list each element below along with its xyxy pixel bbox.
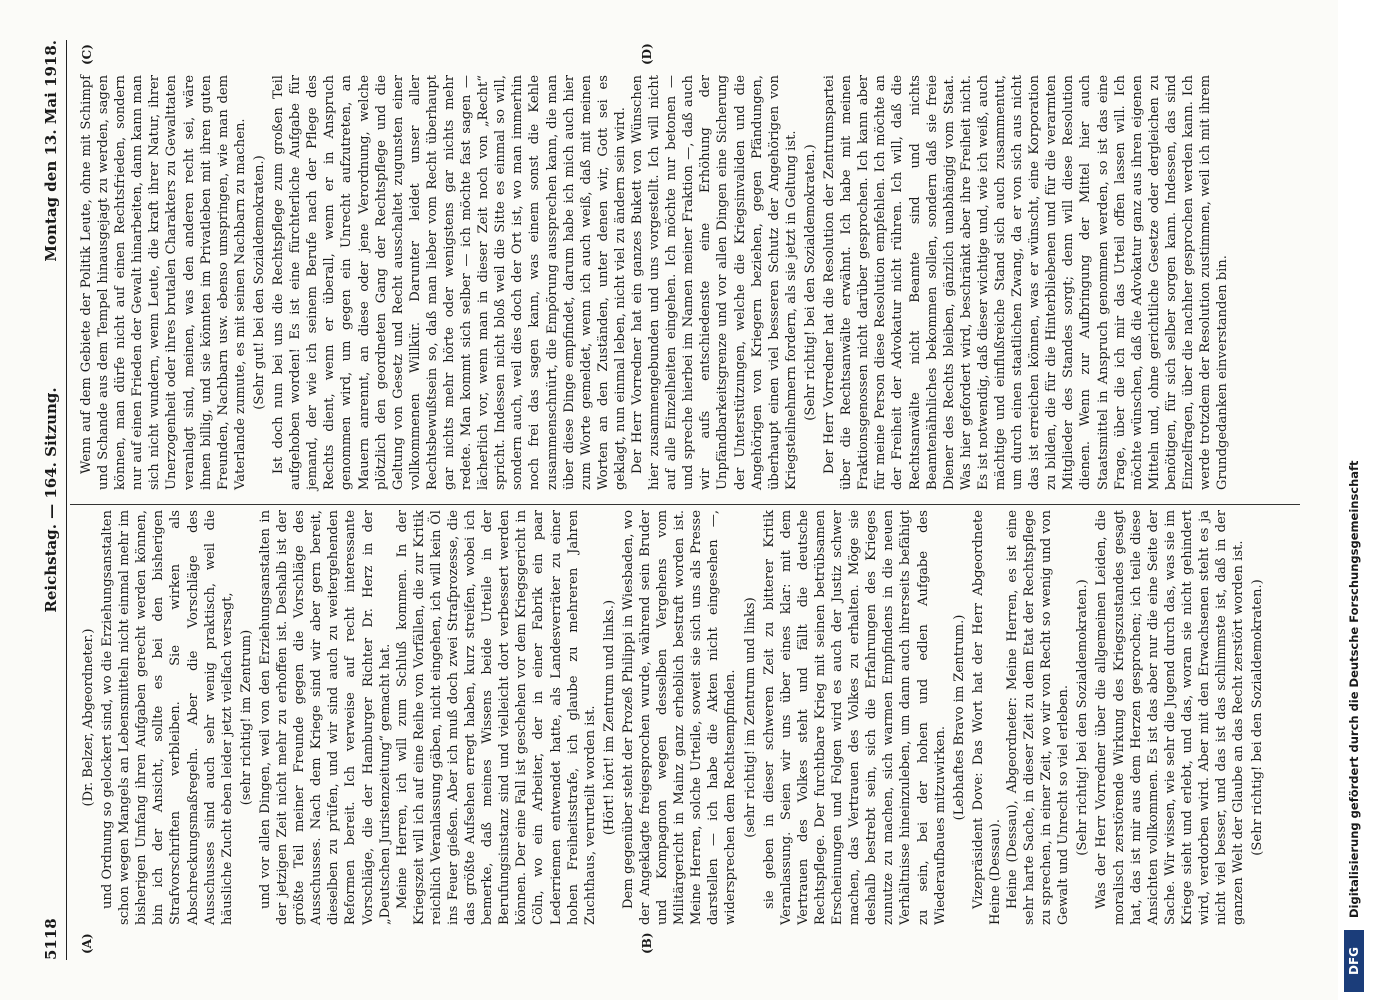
interjection: (Lebhaftes Bravo im Zentrum.): [951, 614, 967, 821]
interjection: (sehr richtig! im Zentrum und links): [742, 597, 758, 838]
paragraph: und vor allen Dingen, weil von den Erziehungsanstalten in der jetzigen Zeit nicht mehr zu erhoffen ist. Deshalb ist der größte Teil meiner Freunde gegen die Vorschläge des Ausschusses. Nach dem Kriege sind wir aber gern bereit, dieselben zu prüfen, und wir sind auch zu weitergehenden Reformen bereit. Ich verweise auf recht interessante Vorschläge, die der Hamburger Richter Dr. Herz in der „Deutschen Juristenzeitung“ gemacht hat.: [257, 510, 393, 925]
page-title: Reichstag. — 164. Sitzung.: [42, 387, 60, 613]
margin-mark-d: (D): [640, 43, 654, 65]
interjection: (Dr. Belzer, Abgeordneter.): [81, 628, 96, 807]
interjection: (Hört! hört! im Zentrum und links.): [601, 599, 617, 836]
dfg-logo: DFG: [1344, 930, 1364, 992]
interjection: (Sehr gut! bei den Sozialdemokraten.): [251, 155, 267, 410]
paragraph: Heine (Dessau), Abgeordneter: Meine Herren, es ist eine sehr harte Sache, in dieser Zeit zu dem Etat der Rechtspflege zu sprechen, in einer Zeit, wo wir von Recht so wenig und von Gewalt und Unrecht so viel erleben.: [1004, 510, 1072, 925]
margin-mark-c: (C): [80, 44, 94, 65]
paragraph: Dem gegenüber steht der Prozeß Philippi in Wiesbaden, wo der Angeklagte freigesprochen wurde, während sein Bruder und Kompagnon wegen desselben Vergehens vom Militärgericht in Mainz ganz erheblich bestraft worden ist. Meine Herren, solche Urteile, soweit sie sich uns als Presse darstellen — ich habe die Akten nicht eingesehen —, widersprechen dem Rechtsempfinden.: [620, 510, 739, 925]
credit-strip: [1338, 0, 1383, 1000]
margin-mark-b: (B): [640, 932, 654, 954]
session-date: Montag den 13. Mai 1918.: [42, 40, 60, 262]
interjection: (Sehr richtig! bei den Sozialdemokraten.): [802, 144, 818, 421]
paragraph: Vizepräsident Dove: Das Wort hat der Herr Abgeordnete Heine (Dessau).: [970, 510, 1003, 925]
paragraph: und Ordnung so gelockert sind, wo die Erziehungsanstalten schon wegen Mangels an Lebensmitteln nicht einmal mehr im bisherigen Umfang ihren Aufgaben gerecht werden können, bin ich der Ansicht, sollte es bei den bisherigen Strafvorschriften verbleiben. Sie wirken als Abschreckungsmaßregeln. Aber die Vorschläge des Ausschusses sind auch sehr wenig praktisch, weil die häusliche Zucht eben leider jetzt vielfach versagt,: [100, 510, 235, 925]
paragraph: Wenn auf dem Gebiete der Politik Leute, ohne mit Schimpf und Schande aus dem Tempel hinausgejagt zu werden, sagen können, man dürfe nicht auf einen Rechtsfrieden, sondern nur auf einen Frieden der Gewalt hinarbeiten, dann kann man sich nicht wundern, wenn Leute, die kraft ihrer Natur, ihrer Unerzogenheit oder ihres brutalen Charakters zu Gewalttaten veranlagt sind, meinen, was den anderen recht sei, wäre ihnen billig, und sie könnten im Privatleben mit ihren guten Freunden, Nachbarn usw. ebenso umspringen, wie man dem Vaterlande zumute, es mit seinen Nachbarn zu machen.: [79, 75, 248, 490]
interjection: (Sehr richtig! bei den Sozialdemokraten.): [1075, 579, 1091, 856]
paragraph: Ist doch nun bei uns die Rechtspflege zum großen Teil aufgehoben worden! Es ist eine fürchterliche Aufgabe für jemand, der wie ich seinem Berufe nach der Pflege des Rechts dient, wenn er überall, wenn er in Anspruch genommen wird, um gegen ein Unrecht aufzutreten, an Mauern anrennt, an diese oder jene Verordnung, welche plötzlich den geordneten Gang der Rechtspflege und die Geltung von Gesetz und Recht ausschaltet zugunsten einer vollkommenen Willkür. Darunter leidet unser aller Rechtsbewußtsein so, daß man lieber vom Recht überhaupt gar nichts mehr hörte oder wenigstens gar nichts mehr redete. Man kommt sich selber — ich möchte fast sagen — lächerlich vor, wenn man in dieser Zeit noch von „Recht“ spricht. Indessen nicht bloß weil die Sitte es einmal so will, sondern auch, weil dies doch der Ort ist, wo man immerhin noch frei das sagen kann, was einem sonst die Kehle zusammenschnürt, die Empörung aussprechen kann, die man über diese Dinge empfindet, darum habe ich mich auch hier zum Worte gemeldet, wenn ich auch weiß, daß mit meinen Worten an den Zuständen, unter denen wir, Gott sei es geklagt, nun einmal leben, nicht viel zu ändern sein wird.: [271, 75, 628, 490]
paragraph: Der Herr Vorredner hat die Resolution der Zentrumspartei über die Rechtsanwälte erwähnt. Ich habe mit meinen Fraktionsgenossen nicht darüber gesprochen. Ich kann aber für meine Person diese Resolution empfehlen. Ich möchte an der Freiheit der Advokatur nicht rühren. Ich will, daß die Rechtsanwälte nicht Beamte sind und nichts Beamtenähnliches bekommen sollen, sondern daß sie freie Diener des Rechts bleiben, gänzlich unabhängig vom Staat. Was hier gefordert wird, beschränkt aber ihre Freiheit nicht. Es ist notwendig, daß dieser wichtige und, wie ich weiß, auch mächtige und einflußreiche Stand sich auch zusammentut, um durch einen staatlichen Zwang, da er von sich aus nicht das ist erreichen können, was er wünscht, eine Korporation zu bilden, die für die Hinterbliebenen und für die verarmten Mitglieder des Standes sorgt; denn will diese Resolution dienen. Wenn zur Aufbringung der Mittel hier auch Staatsmittel in Anspruch genommen werden, so ist das eine Frage, über die ich mir das Urteil offen lassen will. Ich möchte wünschen, daß die Advokatur ganz aus ihren eigenen Mitteln und, ohne gerichtliche Gesetze oder dergleichen zu benötigen, für sich selber sorgen kann. Indessen, das sind Einzelfragen, über die nachher gesprochen werden kann. Ich werde trotzdem der Resolution zustimmen, weil ich mit ihrem Grundgedanken einverstanden bin.: [822, 75, 1231, 490]
paragraph: Meine Herren, ich will zum Schluß kommen. In der Kriegszeit will ich auf eine Reihe von Vorfällen, die zur Kritik reichlich Veranlassung gäben, nicht eingehen, ich will kein Öl ins Feuer gießen. Aber ich muß doch zwei Strafprozesse, die das größte Aufsehen erregt haben, kurz streifen, wobei ich bemerke, daß meines Wissens beide Urteile in der Berufungsinstanz sind und vielleicht dort verbessert werden können. Der eine Fall ist geschehen vor dem Kriegsgericht in Cöln, wo ein Arbeiter, der in einer Fabrik ein paar Lederriemen entwendet hatte, als Landesverräter zu einer hohen Freiheitsstrafe, ich glaube zu mehreren Jahren Zuchthaus, verurteilt worden ist.: [394, 510, 598, 925]
interjection: (sehr richtig! im Zentrum): [238, 629, 254, 806]
paragraph: sie geben in dieser schweren Zeit zu bitterer Kritik Veranlassung. Seien wir uns über eines klar: mit dem Vertrauen des Volkes steht und fällt die deutsche Rechtspflege. Der furchtbare Krieg mit seinen betrübsamen Erscheinungen und Folgen wird es auch der Justiz schwer machen, das Vertrauen des Volkes zu erhalten. Möge sie deshalb bestrebt sein, sich die Erfahrungen des Krieges zunutze zu machen, sich warmen Empfindens in die neuen Verhältnisse hineinzuleben, um dann auch ihrerseits befähigt zu sein, bei der hohen und edlen Aufgabe des Wiederaufbaues mitzuwirken.: [761, 510, 948, 925]
column-divider: [70, 504, 1300, 505]
margin-mark-a: (A): [80, 933, 94, 954]
left-column: [78, 510, 1268, 925]
page-header: [38, 40, 67, 960]
page-number: 5118: [42, 918, 60, 960]
interjection: (Sehr richtig! bei den Sozialdemokraten.): [1250, 579, 1266, 856]
paragraph: Was der Herr Vorredner über die allgemeinen Leiden, die moralisch zerstörende Wirkung des Kriegszustandes gesagt hat, das ist mir aus dem Herzen gesprochen; ich teile diese Ansichten vollkommen. Es ist das aber nur die eine Seite der Sache. Wir wissen, wie sehr die Jugend durch das, was sie im Kriege sieht und erlebt, und das, woran sie nicht gehindert wird, verdorben wird. Aber mit den Erwachsenen steht es ja nicht viel besser, und das ist das schlimmste ist, daß in der ganzen Welt der Glaube an das Recht zerstört worden ist.: [1094, 510, 1247, 925]
right-column: [78, 75, 1231, 490]
paragraph: Der Herr Vorredner hat ein ganzes Bukett von Wünschen hier zusammengebunden und uns vorgestellt. Ich will nicht auf alle Einzelheiten eingehen. Ich möchte nur betonen — und spreche hierbei im Namen meiner Fraktion —, daß auch wir aufs entschiedenste eine Erhöhung der Unpfändbarkeitsgrenze und vor allen Dingen eine Sicherung der Unterstützungen, welche die Kriegsinvaliden und die Angehörigen von Kriegern beziehen, gegen Pfändungen, überhaupt einen viel besseren Schutz der Angehörigen von Kriegsteilnehmern fordern, als sie jetzt in Geltung ist.: [630, 75, 799, 490]
digitization-credit: Digitalisierung gefördert durch die Deutsche Forschungsgemeinschaft: [1347, 460, 1361, 918]
